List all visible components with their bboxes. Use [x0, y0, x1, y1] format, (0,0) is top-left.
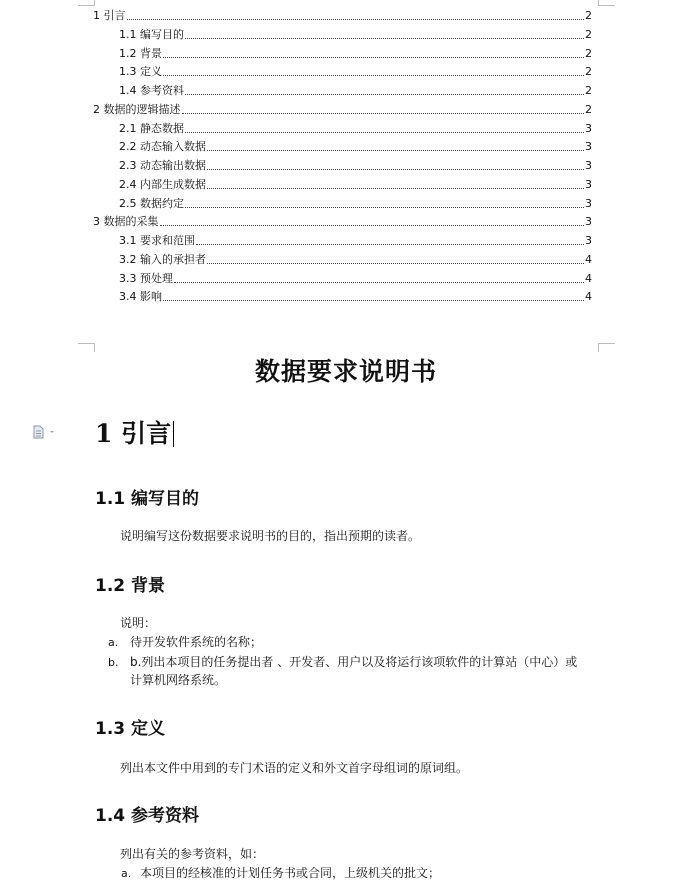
page-corner-mark: [78, 343, 95, 352]
toc-entry-page: 3: [585, 196, 592, 210]
toc-leader-dots: [163, 300, 584, 301]
toc-entry-label: 2.1 静态数据: [119, 121, 184, 135]
toc-entry-page: 4: [585, 252, 592, 266]
toc-leader-dots: [207, 169, 584, 170]
paragraph: 说明：: [120, 616, 157, 630]
page-corner-mark: [598, 0, 615, 6]
toc-entry-page: 3: [585, 159, 592, 172]
paragraph: 列出本文件中用到的专门术语的定义和外文首字母组词的原词组。: [120, 761, 469, 775]
heading-1[interactable]: [95, 414, 174, 450]
toc-entry-label: 1.2 背景: [119, 46, 162, 60]
toc-entry[interactable]: [119, 174, 592, 192]
toc-entry-page: 2: [585, 84, 592, 97]
toc-leader-dots: [185, 38, 584, 39]
toc-leader-dots: [207, 263, 584, 264]
toc-entry-page: 3: [585, 140, 592, 154]
toc-entry-page: 2: [585, 9, 592, 22]
toc-entry[interactable]: [119, 155, 592, 173]
toc-entry-label: 2.4 内部生成数据: [119, 177, 206, 191]
toc-entry[interactable]: [93, 211, 592, 229]
toc-entry-label: 1 引言: [93, 9, 126, 22]
toc-entry[interactable]: [93, 5, 592, 23]
heading-1-3: 1.3 定义: [95, 719, 166, 739]
toc-entry-page: 3: [585, 234, 592, 247]
toc-entry-label: 3 数据的采集: [93, 215, 159, 229]
list-marker: a.: [108, 636, 119, 649]
toc-entry[interactable]: [119, 80, 592, 98]
toc-leader-dots: [163, 57, 584, 58]
toc-leader-dots: [185, 132, 584, 133]
paragraph-options-icon[interactable]: [32, 424, 56, 438]
toc-entry[interactable]: [119, 118, 592, 136]
toc-entry[interactable]: [119, 249, 592, 267]
toc-entry[interactable]: [119, 193, 592, 211]
toc-entry[interactable]: [119, 61, 592, 79]
toc-entry-page: 3: [585, 121, 592, 135]
toc-entry[interactable]: [119, 268, 592, 286]
toc-entry-label: 3.1 要求和范围: [119, 234, 195, 247]
toc-leader-dots: [185, 94, 584, 95]
toc-leader-dots: [196, 244, 584, 245]
list-item: 待开发软件系统的名称；: [130, 635, 263, 649]
toc-entry-page: 2: [585, 46, 592, 60]
paragraph: 列出有关的参考资料，如：: [120, 847, 265, 861]
list-marker: a.: [121, 867, 132, 880]
heading-1-4: 1.4 参考资料: [95, 806, 200, 826]
toc-leader-dots: [174, 282, 584, 283]
text-cursor: [173, 421, 174, 447]
toc-leader-dots: [127, 19, 585, 20]
list-item-continuation: 计算机网络系统。: [130, 673, 227, 687]
toc-entry[interactable]: [119, 286, 592, 304]
toc-leader-dots: [160, 225, 585, 226]
toc-entry[interactable]: [119, 43, 592, 61]
toc-entry-page: 4: [585, 271, 592, 285]
toc-entry-label: 1.3 定义: [119, 65, 162, 79]
toc-entry-page: 3: [585, 215, 592, 229]
toc-leader-dots: [207, 188, 584, 189]
toc-entry-label: 3.4 影响: [119, 290, 162, 304]
toc-entry[interactable]: [119, 24, 592, 42]
toc-entry-label: 3.3 预处理: [119, 271, 173, 285]
list-item: b.列出本项目的任务提出者 、开发者、用户以及将运行该项软件的计算站（中心）或: [130, 655, 578, 669]
toc-entry-label: 2.2 动态输入数据: [119, 140, 206, 154]
toc-entry[interactable]: [119, 136, 592, 154]
list-marker: b.: [108, 656, 119, 669]
toc-leader-dots: [182, 113, 585, 114]
page-corner-mark: [598, 343, 615, 352]
toc-entry-page: 4: [585, 290, 592, 304]
toc-entry-label: 2 数据的逻辑描述: [93, 102, 181, 116]
list-item: 本项目的经核准的计划任务书或合同，上级机关的批文；: [140, 866, 441, 880]
toc-entry[interactable]: [119, 230, 592, 248]
toc-entry-label: 2.3 动态输出数据: [119, 159, 206, 172]
toc-entry-page: 2: [585, 65, 592, 79]
toc-entry-label: 3.2 输入的承担者: [119, 252, 206, 266]
toc-entry-page: 2: [585, 102, 592, 116]
heading-1-text: 1 引言: [95, 419, 172, 448]
toc-entry-label: 2.5 数据约定: [119, 196, 184, 210]
toc-leader-dots: [163, 75, 584, 76]
toc-entry[interactable]: [93, 99, 592, 117]
toc-entry-page: 2: [585, 27, 592, 41]
toc-entry-label: 1.1 编写目的: [119, 27, 184, 41]
toc-entry-page: 3: [585, 177, 592, 191]
toc-leader-dots: [185, 207, 584, 208]
toc-entry-label: 1.4 参考资料: [119, 84, 184, 97]
heading-1-1: 1.1 编写目的: [95, 489, 200, 509]
heading-1-2: 1.2 背景: [95, 576, 166, 596]
paragraph: 说明编写这份数据要求说明书的目的，指出预期的读者。: [120, 529, 421, 543]
toc-leader-dots: [207, 150, 584, 151]
document-title: 数据要求说明书: [254, 357, 437, 386]
